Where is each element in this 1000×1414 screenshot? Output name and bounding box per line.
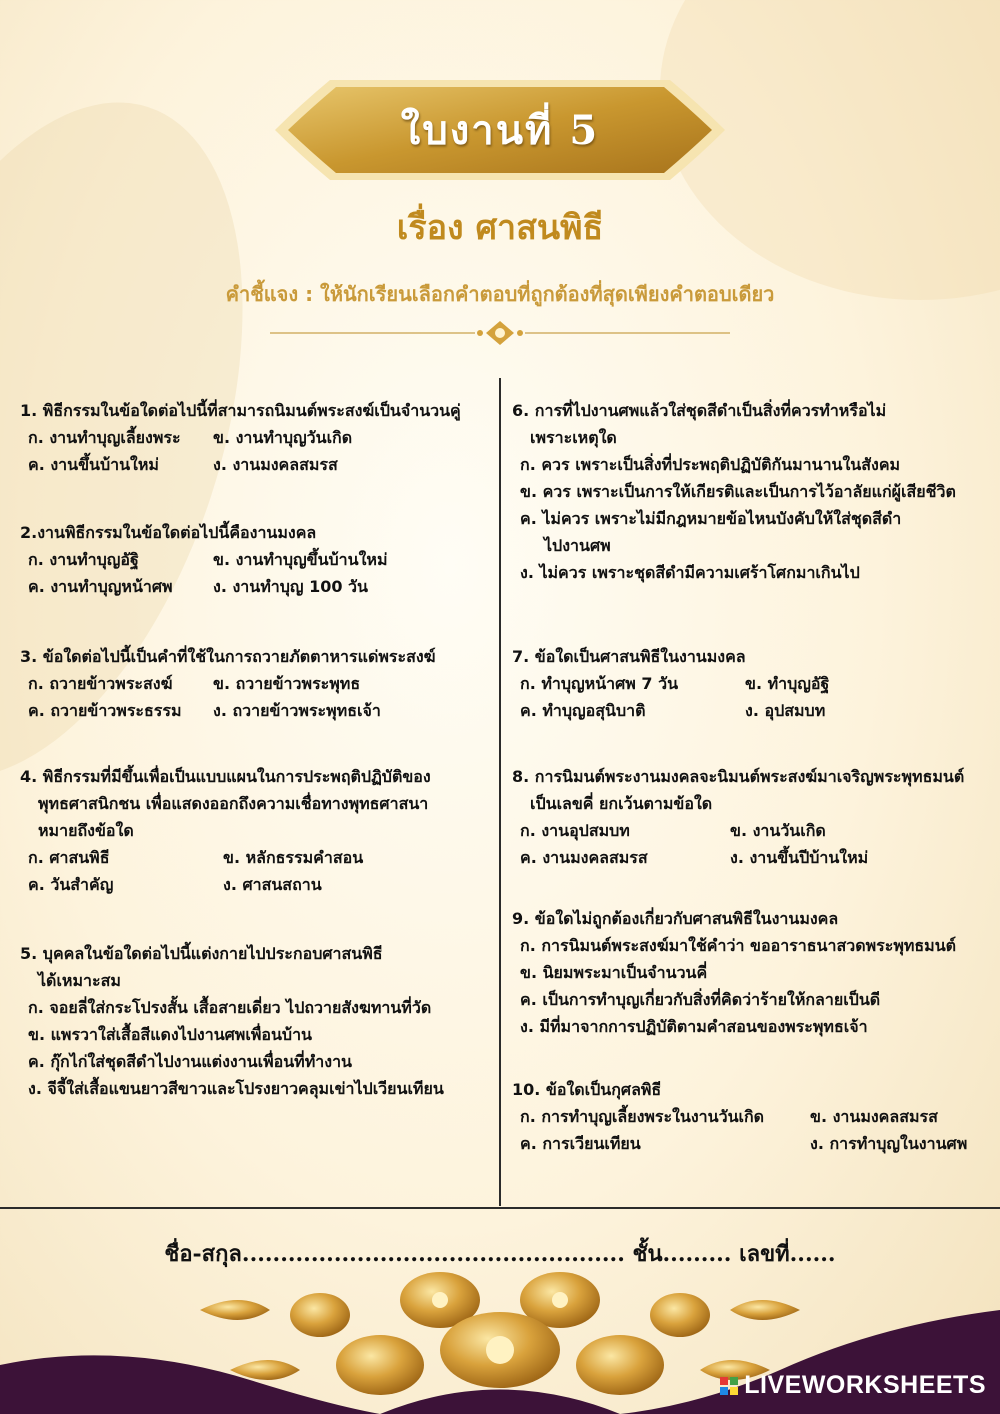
choice-kho-kwai[interactable]: ค. งานทำบุญหน้าศพ [28,577,173,596]
question-stem: 9. ข้อใดไม่ถูกต้องเกี่ยวกับศาสนพิธีในงานมงคล [512,909,839,928]
choice-ka[interactable]: ก. ควร เพราะเป็นสิ่งที่ประพฤติปฏิบัติกันมานานในสังคม [520,455,901,474]
choice-ngo[interactable]: ง. งานขึ้นปีบ้านใหม่ [730,848,869,867]
question-6 [512,397,992,586]
choice-kho[interactable]: ข. ถวายข้าวพระพุทธ [213,674,361,693]
question-stem: 2.งานพิธีกรรมในข้อใดต่อไปนี้คืองานมงคล [20,523,317,542]
choice-kho-kwai-continued: ไปงานศพ [544,536,611,555]
question-stem: 4. พิธีกรรมที่มีขึ้นเพื่อเป็นแบบแผนในการประพฤติปฏิบัติของ [20,767,431,786]
choice-kho[interactable]: ข. แพรวาใส่เสื้อสีแดงไปงานศพเพื่อนบ้าน [28,1025,312,1044]
brand-text: LIVEWORKSHEETS [744,1371,986,1399]
instruction-text: คำชี้แจง : ให้นักเรียนเลือกคำตอบที่ถูกต้องที่สุดเพียงคำตอบเดียว [225,282,775,306]
choice-kho[interactable]: ข. ทำบุญอัฐิ [745,674,830,693]
choice-kho[interactable]: ข. งานมงคลสมรส [810,1107,938,1126]
question-stem: 3. ข้อใดต่อไปนี้เป็นคำที่ใช้ในการถวายภัตตาหารแด่พระสงฆ์ [20,647,436,666]
choice-kho-kwai[interactable]: ค. ทำบุญอสุนิบาติ [520,701,646,720]
choice-kho[interactable]: ข. งานวันเกิด [730,821,826,840]
choice-ka[interactable]: ก. การทำบุญเลี้ยงพระในงานวันเกิด [520,1107,765,1126]
choice-ngo[interactable]: ง. มีที่มาจากการปฏิบัติตามคำสอนของพระพุทธเจ้า [520,1017,868,1036]
choice-ka[interactable]: ก. จอยลี่ใส่กระโปรงสั้น เสื้อสายเดี่ยว ไปถวายสังฆทานที่วัด [28,998,432,1017]
choice-kho[interactable]: ข. ควร เพราะเป็นการให้เกียรติและเป็นการไว้อาลัยแก่ผู้เสียชีวิต [520,482,956,501]
question-stem-continued: หมายถึงข้อใด [38,821,134,840]
question-5 [20,940,490,1102]
question-stem: 8. การนิมนต์พระงานมงคลจะนิมนต์พระสงฆ์มาเจริญพระพุทธมนต์ [512,767,965,786]
choice-kho[interactable]: ข. นิยมพระมาเป็นจำนวนคี่ [520,963,708,982]
question-stem: 7. ข้อใดเป็นศาสนพิธีในงานมงคล [512,647,746,666]
choice-ngo[interactable]: ง. ถวายข้าวพระพุทธเจ้า [213,701,381,720]
ornament-divider-icon [270,320,730,346]
footer-divider [0,1207,1000,1209]
title-banner [270,75,730,185]
choice-ngo[interactable]: ง. งานทำบุญ 100 วัน [213,577,368,596]
choice-ngo[interactable]: ง. การทำบุญในงานศพ [810,1134,968,1153]
choice-kho-kwai[interactable]: ค. การเวียนเทียน [520,1134,641,1153]
choice-ngo[interactable]: ง. งานมงคลสมรส [213,455,338,474]
choice-ka[interactable]: ก. งานอุปสมบท [520,821,630,840]
question-4 [20,763,490,898]
choice-ngo[interactable]: ง. ศาสนสถาน [223,875,322,894]
question-stem: 6. การที่ไปงานศพแล้วใส่ชุดสีดำเป็นสิ่งที่ควรทำหรือไม่ [512,401,887,420]
choice-ka[interactable]: ก. ศาสนพิธี [28,848,110,867]
choice-kho-kwai[interactable]: ค. เป็นการทำบุญเกี่ยวกับสิ่งที่คิดว่าร้ายให้กลายเป็นดี [520,990,881,1009]
choice-kho-kwai[interactable]: ค. กุ๊กไก่ใส่ชุดสีดำไปงานแต่งงานเพื่อนที่ทำงาน [28,1052,352,1071]
question-stem-continued: เป็นเลขคี่ ยกเว้นตามข้อใด [530,794,713,813]
question-8 [512,763,992,871]
choice-kho[interactable]: ข. หลักธรรมคำสอน [223,848,364,867]
choice-kho-kwai[interactable]: ค. ถวายข้าวพระธรรม [28,701,182,720]
question-7 [512,643,992,724]
choice-kho[interactable]: ข. งานทำบุญขึ้นบ้านใหม่ [213,550,388,569]
choice-ka[interactable]: ก. การนิมนต์พระสงฆ์มาใช้คำว่า ขออาราธนาสวดพระพุทธมนต์ [520,936,957,955]
choice-kho-kwai[interactable]: ค. วันสำคัญ [28,875,114,894]
choice-ngo[interactable]: ง. อุปสมบท [745,701,826,720]
choice-ka[interactable]: ก. ทำบุญหน้าศพ 7 วัน [520,674,679,693]
worksheet-subject: เรื่อง ศาสนพิธี [396,208,604,248]
question-stem: 5. บุคคลในข้อใดต่อไปนี้แต่งกายไปประกอบศาสนพิธี [20,944,383,963]
choice-kho-kwai[interactable]: ค. ไม่ควร เพราะไม่มีกฎหมายข้อไหนบังคับให้ใส่ชุดสีดำ [520,509,902,528]
question-stem-continued: ได้เหมาะสม [38,971,121,990]
question-9 [512,905,992,1040]
student-name-line[interactable]: ชื่อ-สกุล.................................................. ชั้น......... เลขที่...... [164,1241,836,1267]
choice-ka[interactable]: ก. งานทำบุญเลี้ยงพระ [28,428,181,447]
liveworksheets-logo-icon [720,1377,738,1395]
choice-ngo[interactable]: ง. จีจี้ใส่เสื้อแขนยาวสีขาวและโปรงยาวคลุมเข่าไปเวียนเทียน [28,1079,444,1098]
column-divider [499,378,501,1206]
worksheet-title: ใบงานที่ 5 [400,107,600,154]
question-stem-continued: พุทธศาสนิกชน เพื่อแสดงออกถึงความเชื่อทางพุทธศาสนา [38,794,429,813]
choice-ka[interactable]: ก. งานทำบุญอัฐิ [28,550,139,569]
question-1 [20,397,490,478]
liveworksheets-brand [720,1371,986,1400]
question-stem: 10. ข้อใดเป็นกุศลพิธี [512,1080,662,1099]
choice-kho-kwai[interactable]: ค. งานมงคลสมรส [520,848,648,867]
question-stem-continued: เพราะเหตุใด [530,428,617,447]
choice-kho-kwai[interactable]: ค. งานขึ้นบ้านใหม่ [28,455,159,474]
choice-ka[interactable]: ก. ถวายข้าวพระสงฆ์ [28,674,173,693]
choice-ngo[interactable]: ง. ไม่ควร เพราะชุดสีดำมีความเศร้าโศกมาเกินไป [520,563,860,582]
question-2 [20,519,490,600]
question-stem: 1. พิธีกรรมในข้อใดต่อไปนี้ที่สามารถนิมนต์พระสงฆ์เป็นจำนวนคู่ [20,401,461,420]
choice-kho[interactable]: ข. งานทำบุญวันเกิด [213,428,353,447]
question-3 [20,643,490,724]
question-10 [512,1076,992,1157]
